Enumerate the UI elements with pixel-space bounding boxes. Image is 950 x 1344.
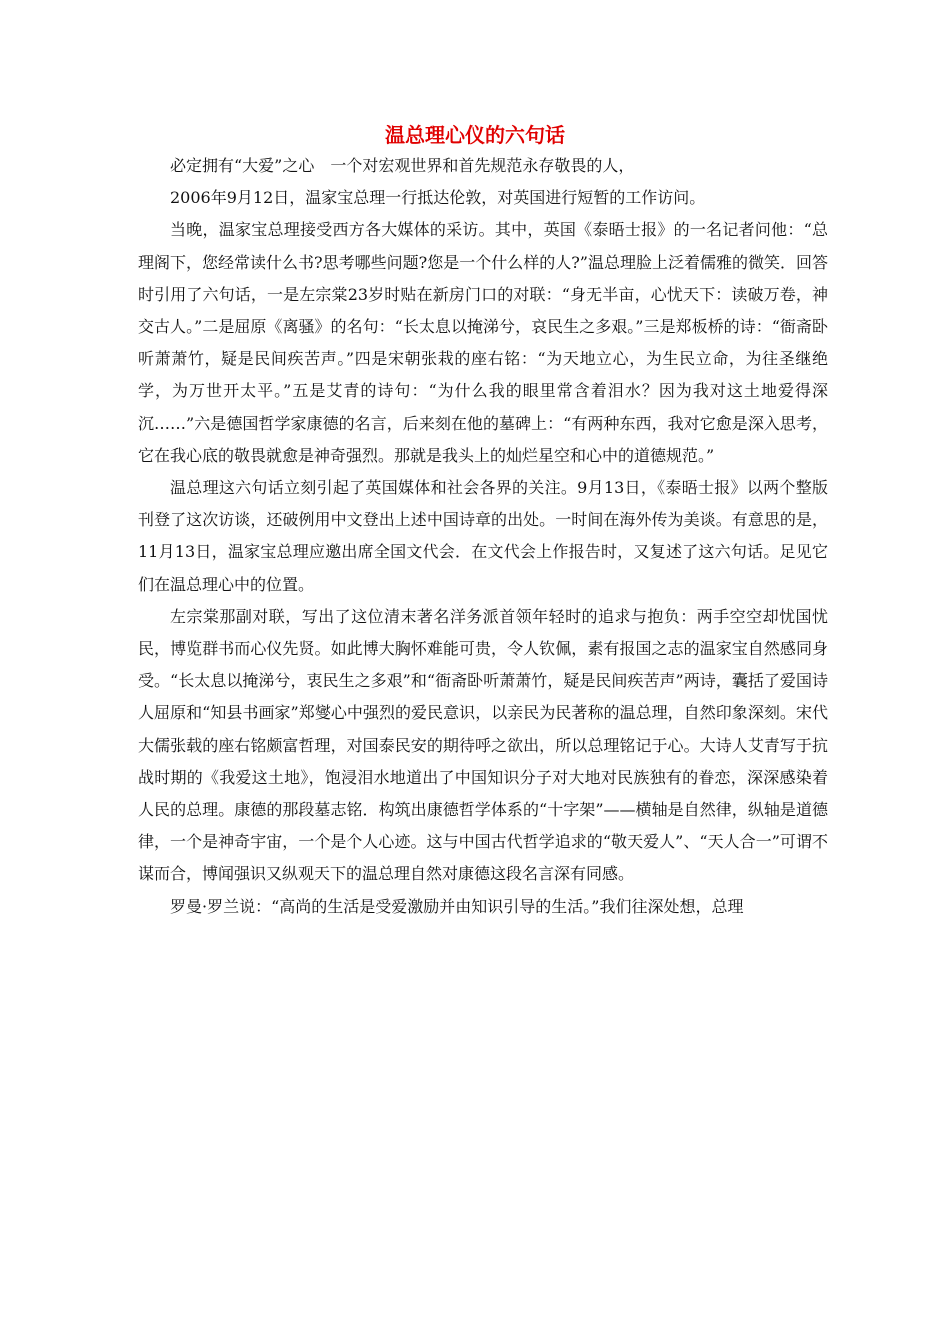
paragraph: 当晚，温家宝总理接受西方各大媒体的采访。其中，英国《泰晤士报》的一名记者问他：“总理阁下，您经常读什么书?思考哪些问题?您是一个什么样的人?”温总理脸上泛着儒雅的微笑．回答时引用了六句话，一是左宗棠23岁时贴在新房门口的对联：“身无半亩，心忧天下：读破万卷，神交古人。”二是屈原《离骚》的名句：“长太息以掩涕兮，哀民生之多艰。”三是郑板桥的诗：“衙斋卧听萧萧竹，疑是民间疾苦声。”四是宋朝张栽的座右铭：“为天地立心，为生民立命，为往圣继绝学，为万世开太平。”五是艾青的诗句：“为什么我的眼里常含着泪水？因为我对这土地爱得深沉……”六是德国哲学家康德的名言，后来刻在他的墓碑上：“有两种东西，我对它愈是深入思考，它在我心底的敬畏就愈是神奇强烈。那就是我头上的灿烂星空和心中的道德规范。”: [138, 220, 828, 465]
document-title: 温总理心仪的六句话: [385, 123, 565, 147]
document-body: [138, 150, 828, 923]
paragraph: 2006年9月12日，温家宝总理一行抵达伦敦，对英国进行短暂的工作访问。: [170, 188, 706, 208]
paragraph: 左宗棠那副对联，写出了这位清末著名洋务派首领年轻时的追求与抱负：两手空空却忧国忧民，博览群书而心仪先贤。如此博大胸怀难能可贵，令人钦佩，素有报国之志的温家宝自然感同身受。“长太息以掩涕兮，衷民生之多艰”和“衙斋卧听萧萧竹，疑是民间疾苦声”两诗，囊括了爱国诗人屈原和“知县书画家”郑燮心中强烈的爱民意识，以亲民为民著称的温总理，自然印象深刻。宋代大儒张载的座右铭颇富哲理，对国泰民安的期待呼之欲出，所以总理铭记于心。大诗人艾青写于抗战时期的《我爱这土地》，饱浸泪水地道出了中国知识分子对大地对民族独有的眷恋，深深感染着人民的总理。康德的那段墓志铭．构筑出康德哲学体系的“十字架”——横轴是自然律，纵轴是道德律，一个是神奇宇宙，一个是个人心迹。这与中国古代哲学追求的“敬天爱人”、“天人合一”可谓不谋而合，博闻强识又纵观天下的温总理自然对康德这段名言深有同感。: [138, 606, 828, 884]
paragraph: 罗曼·罗兰说：“高尚的生活是受爱激励并由知识引导的生活。”我们往深处想，总理: [170, 896, 744, 916]
paragraph: 温总理这六句话立刻引起了英国媒体和社会各界的关注。9月13日，《泰晤士报》以两个整版刊登了这次访谈，还破例用中文登出上述中国诗章的出处。一时间在海外传为美谈。有意思的是，11月13日，温家宝总理应邀出席全国文代会．在文代会上作报告时，又复述了这六句话。足见它们在温总理心中的位置。: [138, 478, 828, 594]
paragraph: 必定拥有“大爱”之心 一个对宏观世界和首先规范永存敬畏的人，: [170, 156, 635, 175]
